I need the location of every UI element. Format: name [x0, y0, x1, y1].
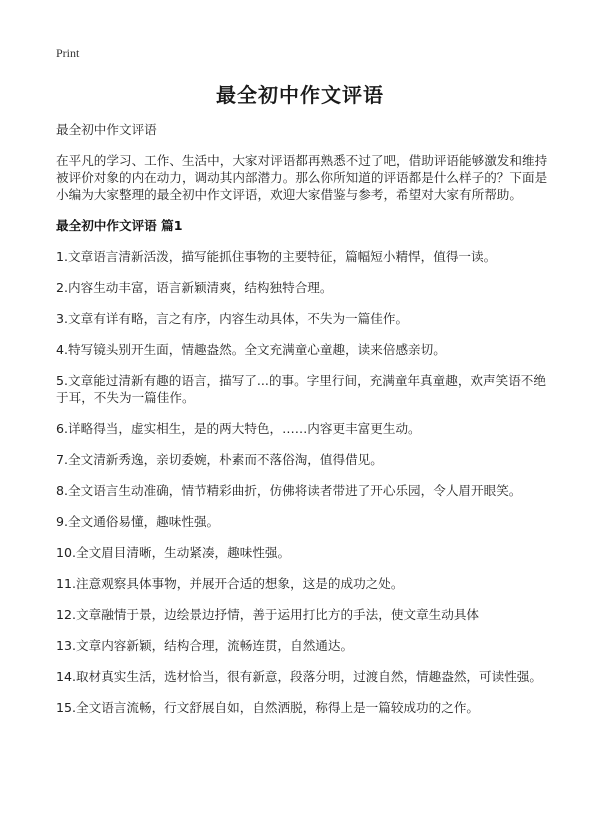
comment-item: 5.文章能过清新有趣的语言，描写了...的事。字里行间，充满童年真童趣，欢声笑语不绝于耳，不失为一篇佳作。: [56, 373, 546, 405]
comment-item: 6.详略得当，虚实相生，是的两大特色，……内容更丰富更生动。: [56, 421, 421, 436]
comment-item: 8.全文语言生动准确，情节精彩曲折，仿佛将读者带进了开心乐园，令人眉开眼笑。: [56, 483, 522, 498]
print-link[interactable]: Print: [56, 46, 80, 60]
comment-item: 11.注意观察具体事物，并展开合适的想象，这是的成功之处。: [56, 576, 404, 591]
document-subtitle: 最全初中作文评语: [56, 122, 157, 137]
comment-item: 2.内容生动丰富，语言新颖清爽，结构独特合理。: [56, 280, 333, 295]
document-body: [56, 121, 556, 730]
comment-list: [56, 248, 556, 716]
section-heading: 最全初中作文评语 篇1: [56, 218, 183, 233]
comment-item: 15.全文语言流畅，行文舒展自如，自然洒脱，称得上是一篇较成功的之作。: [56, 700, 480, 715]
intro-paragraph: 在平凡的学习、工作、生活中，大家对评语都再熟悉不过了吧，借助评语能够激发和维持被评价对象的内在动力，调动其内部潜力。那么你所知道的评语都是什么样子的？下面是小编为大家整理的最全初中作文评语，欢迎大家借鉴与参考，希望对大家有所帮助。: [56, 153, 548, 202]
comment-item: 7.全文清新秀逸，亲切委婉，朴素而不落俗淘，值得借见。: [56, 452, 383, 467]
document-title: 最全初中作文评语: [216, 83, 384, 107]
comment-item: 13.文章内容新颖，结构合理，流畅连贯，自然通达。: [56, 638, 354, 653]
comment-item: 4.特写镜头别开生面，情趣盎然。全文充满童心童趣，读来倍感亲切。: [56, 342, 446, 357]
comment-item: 14.取材真实生活，选材恰当，很有新意，段落分明，过渡自然，情趣盎然，可读性强。: [56, 669, 542, 684]
comment-item: 1.文章语言清新活泼，描写能抓住事物的主要特征，篇幅短小精悍，值得一读。: [56, 249, 497, 264]
comment-item: 10.全文眉目清晰，生动紧凑，趣味性强。: [56, 545, 291, 560]
comment-item: 9.全文通俗易懂，趣味性强。: [56, 514, 220, 529]
comment-item: 3.文章有详有略，言之有序，内容生动具体，不失为一篇佳作。: [56, 311, 409, 326]
comment-item: 12.文章融情于景，边绘景边抒情，善于运用打比方的手法，使文章生动具体: [56, 607, 480, 622]
